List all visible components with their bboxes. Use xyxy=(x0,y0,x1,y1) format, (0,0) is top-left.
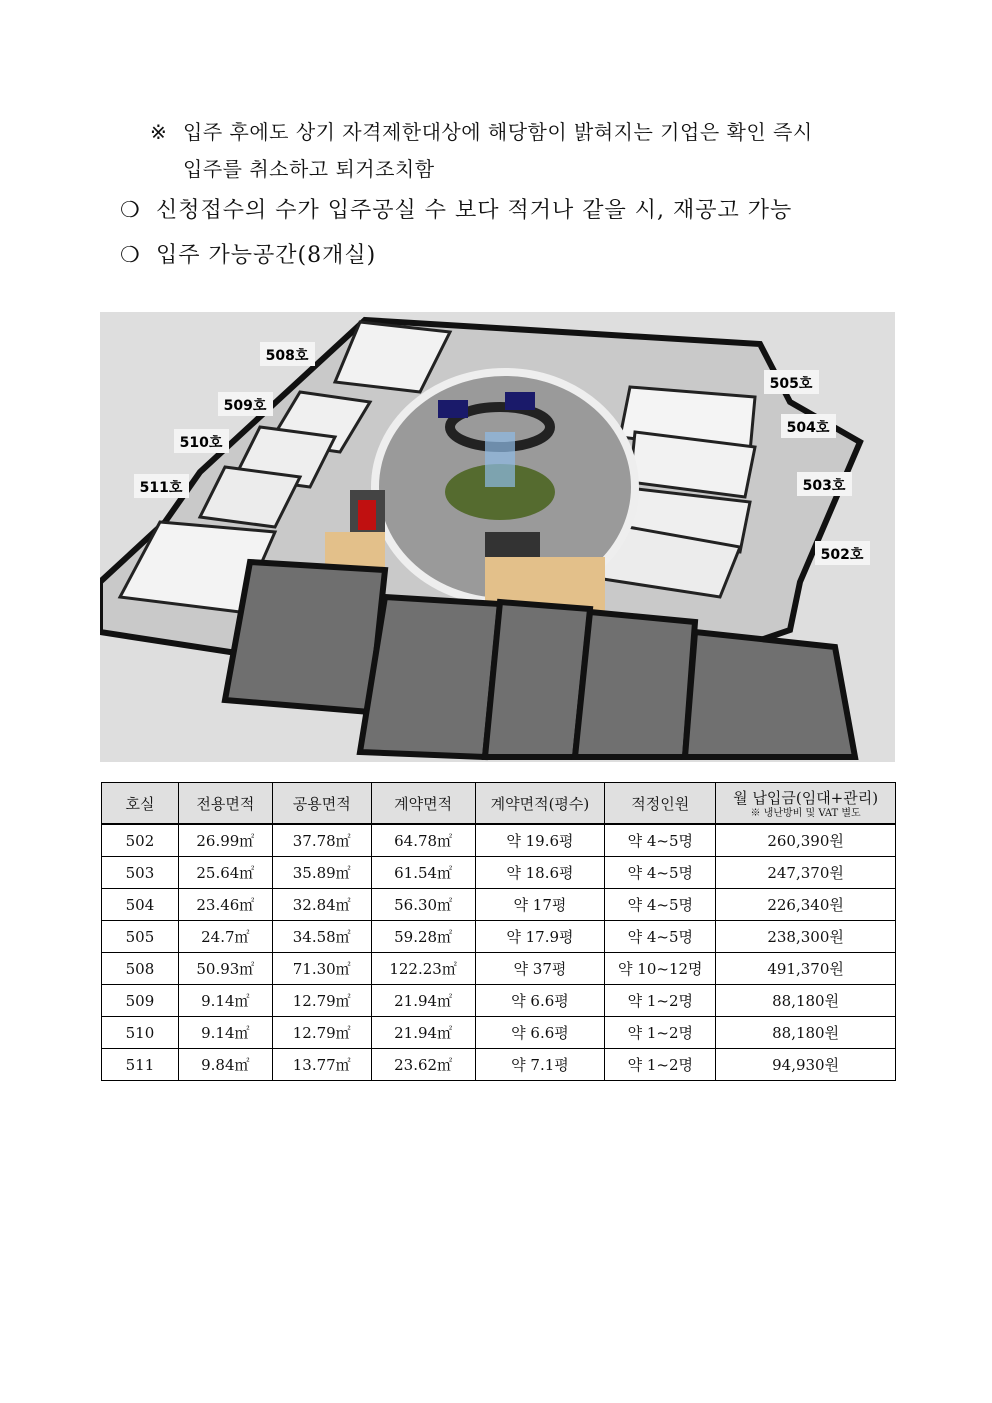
bullet-text: 신청접수의 수가 입주공실 수 보다 적거나 같을 시, 재공고 가능 xyxy=(156,198,793,223)
header-common-area: 공용면적 xyxy=(272,783,371,825)
table-cell: 약 4~5명 xyxy=(605,857,716,889)
table-cell: 약 1~2명 xyxy=(605,1049,716,1081)
bullet-text: 입주 가능공간(8개실) xyxy=(156,243,377,268)
table-cell: 491,370원 xyxy=(716,953,896,985)
table-cell: 21.94㎡ xyxy=(371,1017,475,1049)
table-row xyxy=(102,985,896,1017)
room-label-503 xyxy=(797,472,852,496)
table-header-row xyxy=(102,783,896,825)
bullet-circle-icon: ❍ xyxy=(120,243,141,268)
header-capacity: 적정인원 xyxy=(605,783,716,825)
table-cell: 9.14㎡ xyxy=(178,1017,272,1049)
svg-text:510호: 510호 xyxy=(179,435,223,451)
header-exclusive-area: 전용면적 xyxy=(178,783,272,825)
table-cell: 71.30㎡ xyxy=(272,953,371,985)
table-cell: 약 10~12명 xyxy=(605,953,716,985)
table-row xyxy=(102,824,896,857)
table-cell: 약 4~5명 xyxy=(605,889,716,921)
table-cell: 238,300원 xyxy=(716,921,896,953)
table-cell: 32.84㎡ xyxy=(272,889,371,921)
header-contract-area: 계약면적 xyxy=(371,783,475,825)
table-cell: 26.99㎡ xyxy=(178,824,272,857)
table-cell: 508 xyxy=(102,953,179,985)
table-cell: 약 17평 xyxy=(475,889,605,921)
table-row xyxy=(102,1017,896,1049)
table-cell: 35.89㎡ xyxy=(272,857,371,889)
header-contract-pyeong: 계약면적(평수) xyxy=(475,783,605,825)
room-label-504 xyxy=(781,414,836,438)
room-label-508 xyxy=(260,342,315,366)
table-cell: 12.79㎡ xyxy=(272,1017,371,1049)
table-cell: 약 1~2명 xyxy=(605,1017,716,1049)
table-cell: 502 xyxy=(102,824,179,857)
table-cell: 25.64㎡ xyxy=(178,857,272,889)
room-label-505 xyxy=(764,370,819,394)
table-cell: 약 17.9평 xyxy=(475,921,605,953)
room-label-510 xyxy=(174,429,229,453)
table-cell: 503 xyxy=(102,857,179,889)
table-cell: 50.93㎡ xyxy=(178,953,272,985)
svg-text:511호: 511호 xyxy=(139,480,183,496)
table-cell: 59.28㎡ xyxy=(371,921,475,953)
table-cell: 88,180원 xyxy=(716,1017,896,1049)
floorplan-image xyxy=(100,312,895,762)
table-cell: 260,390원 xyxy=(716,824,896,857)
table-cell: 약 1~2명 xyxy=(605,985,716,1017)
table-cell: 64.78㎡ xyxy=(371,824,475,857)
room-label-509 xyxy=(218,392,273,416)
notice-text xyxy=(150,114,813,188)
table-cell: 510 xyxy=(102,1017,179,1049)
table-row xyxy=(102,953,896,985)
table-cell: 61.54㎡ xyxy=(371,857,475,889)
notice-line-2: 입주를 취소하고 퇴거조치함 xyxy=(183,157,435,181)
table-row xyxy=(102,1049,896,1081)
table-cell: 약 37평 xyxy=(475,953,605,985)
svg-text:503호: 503호 xyxy=(802,478,846,494)
header-monthly-payment: 월 납입금(임대+관리) ※ 냉난방비 및 VAT 별도 xyxy=(716,783,896,825)
table-cell: 56.30㎡ xyxy=(371,889,475,921)
table-cell: 37.78㎡ xyxy=(272,824,371,857)
table-cell: 13.77㎡ xyxy=(272,1049,371,1081)
reference-mark: ※ xyxy=(150,120,168,144)
table-cell: 247,370원 xyxy=(716,857,896,889)
notice-line-1: 입주 후에도 상기 자격제한대상에 해당함이 밝혀지는 기업은 확인 즉시 xyxy=(183,120,813,144)
svg-text:509호: 509호 xyxy=(223,398,267,414)
table-cell: 21.94㎡ xyxy=(371,985,475,1017)
bullet-available-spaces xyxy=(120,238,376,269)
header-room: 호실 xyxy=(102,783,179,825)
table-cell: 509 xyxy=(102,985,179,1017)
table-cell: 9.84㎡ xyxy=(178,1049,272,1081)
table-cell: 94,930원 xyxy=(716,1049,896,1081)
table-cell: 23.62㎡ xyxy=(371,1049,475,1081)
table-cell: 약 19.6평 xyxy=(475,824,605,857)
table-cell: 505 xyxy=(102,921,179,953)
table-row xyxy=(102,857,896,889)
table-cell: 511 xyxy=(102,1049,179,1081)
table-cell: 12.79㎡ xyxy=(272,985,371,1017)
room-table xyxy=(101,782,896,1081)
table-cell: 9.14㎡ xyxy=(178,985,272,1017)
table-cell: 504 xyxy=(102,889,179,921)
svg-text:502호: 502호 xyxy=(820,547,864,563)
table-cell: 122.23㎡ xyxy=(371,953,475,985)
table-cell: 약 7.1평 xyxy=(475,1049,605,1081)
table-cell: 23.46㎡ xyxy=(178,889,272,921)
table-cell: 34.58㎡ xyxy=(272,921,371,953)
table-cell: 88,180원 xyxy=(716,985,896,1017)
bullet-circle-icon: ❍ xyxy=(120,198,141,223)
table-cell: 약 4~5명 xyxy=(605,824,716,857)
table-row xyxy=(102,889,896,921)
svg-text:504호: 504호 xyxy=(786,420,830,436)
bullet-reannouncement xyxy=(120,193,792,224)
table-row xyxy=(102,921,896,953)
table-cell: 약 6.6평 xyxy=(475,985,605,1017)
table-cell: 약 18.6평 xyxy=(475,857,605,889)
table-cell: 약 6.6평 xyxy=(475,1017,605,1049)
svg-text:508호: 508호 xyxy=(265,348,309,364)
table-cell: 24.7㎡ xyxy=(178,921,272,953)
room-label-502 xyxy=(815,541,870,565)
table-cell: 226,340원 xyxy=(716,889,896,921)
svg-text:505호: 505호 xyxy=(769,376,813,392)
room-label-511 xyxy=(134,474,189,498)
table-cell: 약 4~5명 xyxy=(605,921,716,953)
